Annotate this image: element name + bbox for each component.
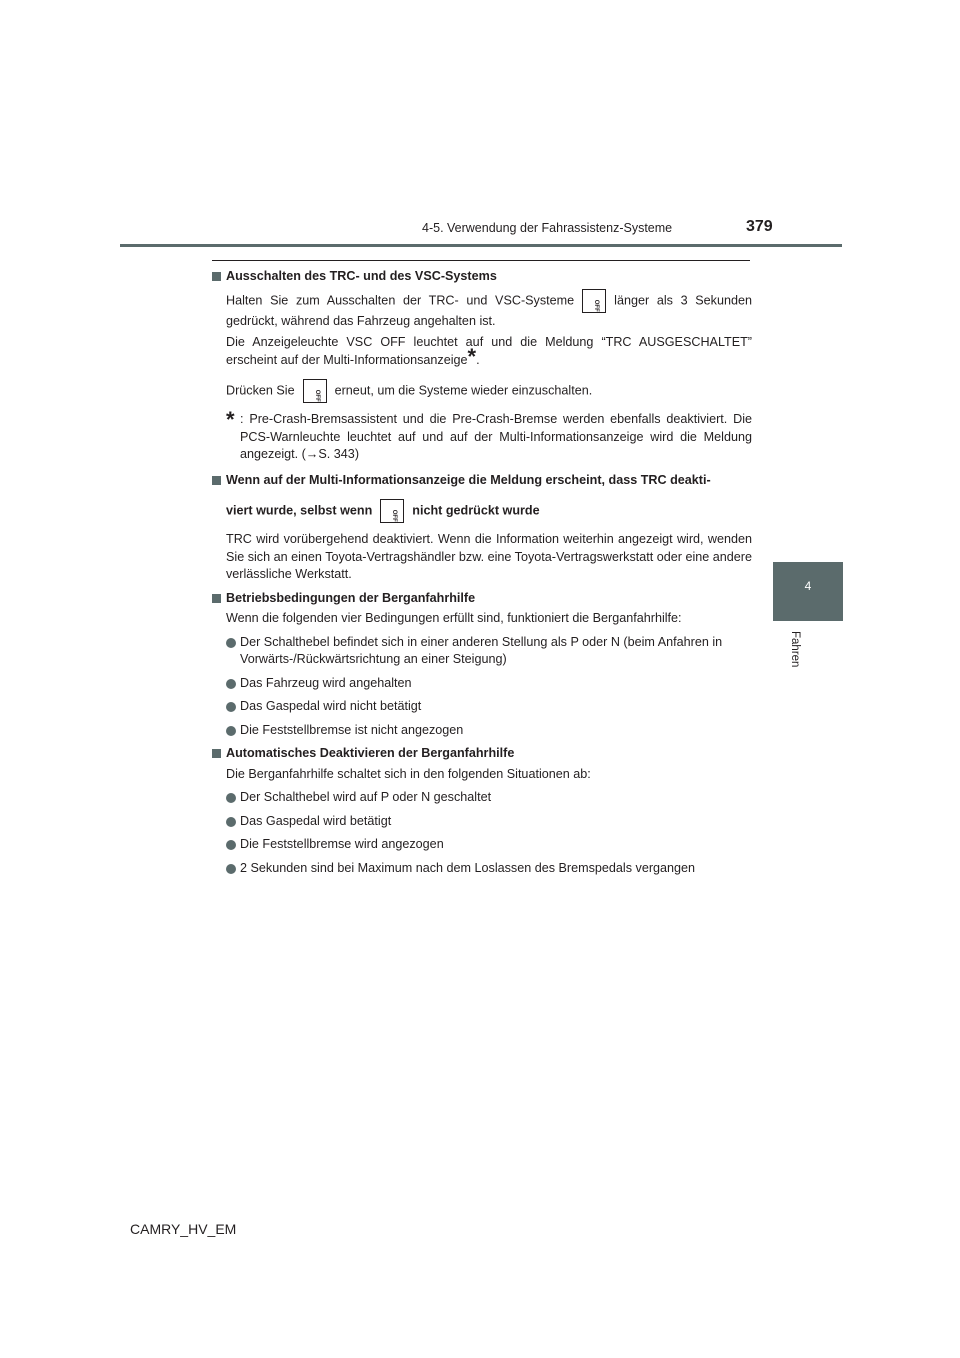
list-item: Die Feststellbremse wird angezogen bbox=[212, 836, 752, 854]
square-bullet-icon bbox=[212, 272, 221, 281]
square-bullet-icon bbox=[212, 749, 221, 758]
section-title-hill-start-conditions: Betriebsbedingungen der Berganfahrhilfe bbox=[212, 590, 752, 608]
paragraph: Wenn die folgenden vier Bedingungen erfüllt sind, funktioniert die Berganfahrhilfe: bbox=[226, 611, 682, 625]
circle-bullet-icon bbox=[226, 793, 236, 803]
square-bullet-icon bbox=[212, 594, 221, 603]
list-item: Das Gaspedal wird nicht betätigt bbox=[212, 698, 752, 716]
list-item: Der Schalthebel befindet sich in einer anderen Stellung als P oder N (beim Anfahren in Vorwärts-/Rückwärtsrichtung an einer Steigung) bbox=[212, 634, 752, 669]
chapter-tab bbox=[773, 562, 843, 621]
vsc-off-button-icon: OFF bbox=[303, 379, 327, 403]
circle-bullet-icon bbox=[226, 840, 236, 850]
header-section-title: 4-5. Verwendung der Fahrassistenz-Systeme bbox=[422, 221, 673, 235]
square-bullet-icon bbox=[212, 476, 221, 485]
footnote-asterisk: * bbox=[467, 343, 477, 369]
circle-bullet-icon bbox=[226, 726, 236, 736]
list-item: Das Fahrzeug wird angehalten bbox=[212, 675, 752, 693]
circle-bullet-icon bbox=[226, 817, 236, 827]
paragraph: TRC wird vorübergehend deaktiviert. Wenn die Information weiterhin angezeigt wird, wenden Sie sich an einen Toyota-Vertragshändler bzw. eine Toyota-Vertragswerkstatt oder eine andere verlässliche Werkstatt. bbox=[226, 532, 752, 581]
header-rule bbox=[120, 244, 842, 247]
footer-code: CAMRY_HV_EM bbox=[130, 1221, 237, 1237]
paragraph: Drücken Sie OFF erneut, um die Systeme wieder einzuschalten. bbox=[212, 379, 752, 403]
chapter-number: 4 bbox=[804, 579, 812, 593]
page-number: 379 bbox=[746, 218, 773, 235]
section-title-continued: viert wurde, selbst wenn OFF nicht gedrückt wurde bbox=[212, 499, 752, 523]
footnote-asterisk: * bbox=[226, 407, 235, 432]
section-title-trc-deactivated: Wenn auf der Multi-Informationsanzeige die Meldung erscheint, dass TRC deakti- bbox=[212, 472, 752, 490]
vsc-off-button-icon: OFF bbox=[582, 289, 606, 313]
content bbox=[212, 268, 752, 877]
paragraph: Die Berganfahrhilfe schaltet sich in den folgenden Situationen ab: bbox=[226, 766, 591, 781]
circle-bullet-icon bbox=[226, 864, 236, 874]
list-item: 2 Sekunden sind bei Maximum nach dem Loslassen des Bremspedals vergangen bbox=[212, 860, 752, 878]
list-item: Das Gaspedal wird betätigt bbox=[212, 813, 752, 831]
list-item: Der Schalthebel wird auf P oder N geschaltet bbox=[212, 789, 752, 807]
vsc-off-button-icon: OFF bbox=[380, 499, 404, 523]
paragraph: Die Anzeigeleuchte VSC OFF leuchtet auf und die Meldung “TRC AUSGESCHALTET” erscheint auf der Multi-Informationsanzeige*. bbox=[226, 335, 752, 369]
circle-bullet-icon bbox=[226, 638, 236, 648]
section-title-trc-vsc-off: Ausschalten des TRC- und des VSC-Systems bbox=[212, 268, 752, 286]
footnote: * : Pre-Crash-Bremsassistent und die Pre-Crash-Bremse werden ebenfalls deaktiviert. Die PCS-Warnleuchte leuchtet auf und auf der Multi-Informationsanzeige wird die Meldung angezeigt. (→S. 343) bbox=[212, 411, 752, 464]
list-item: Die Feststellbremse ist nicht angezogen bbox=[212, 722, 752, 740]
section-title-hill-start-deactivation: Automatisches Deaktivieren der Berganfahrhilfe bbox=[212, 745, 752, 763]
circle-bullet-icon bbox=[226, 702, 236, 712]
circle-bullet-icon bbox=[226, 679, 236, 689]
paragraph: Halten Sie zum Ausschalten der TRC- und VSC-Systeme OFF länger als 3 Sekunden gedrückt, während das Fahrzeug angehalten ist. bbox=[212, 289, 752, 331]
chapter-label: Fahren bbox=[789, 631, 801, 668]
content-rule bbox=[212, 260, 750, 261]
